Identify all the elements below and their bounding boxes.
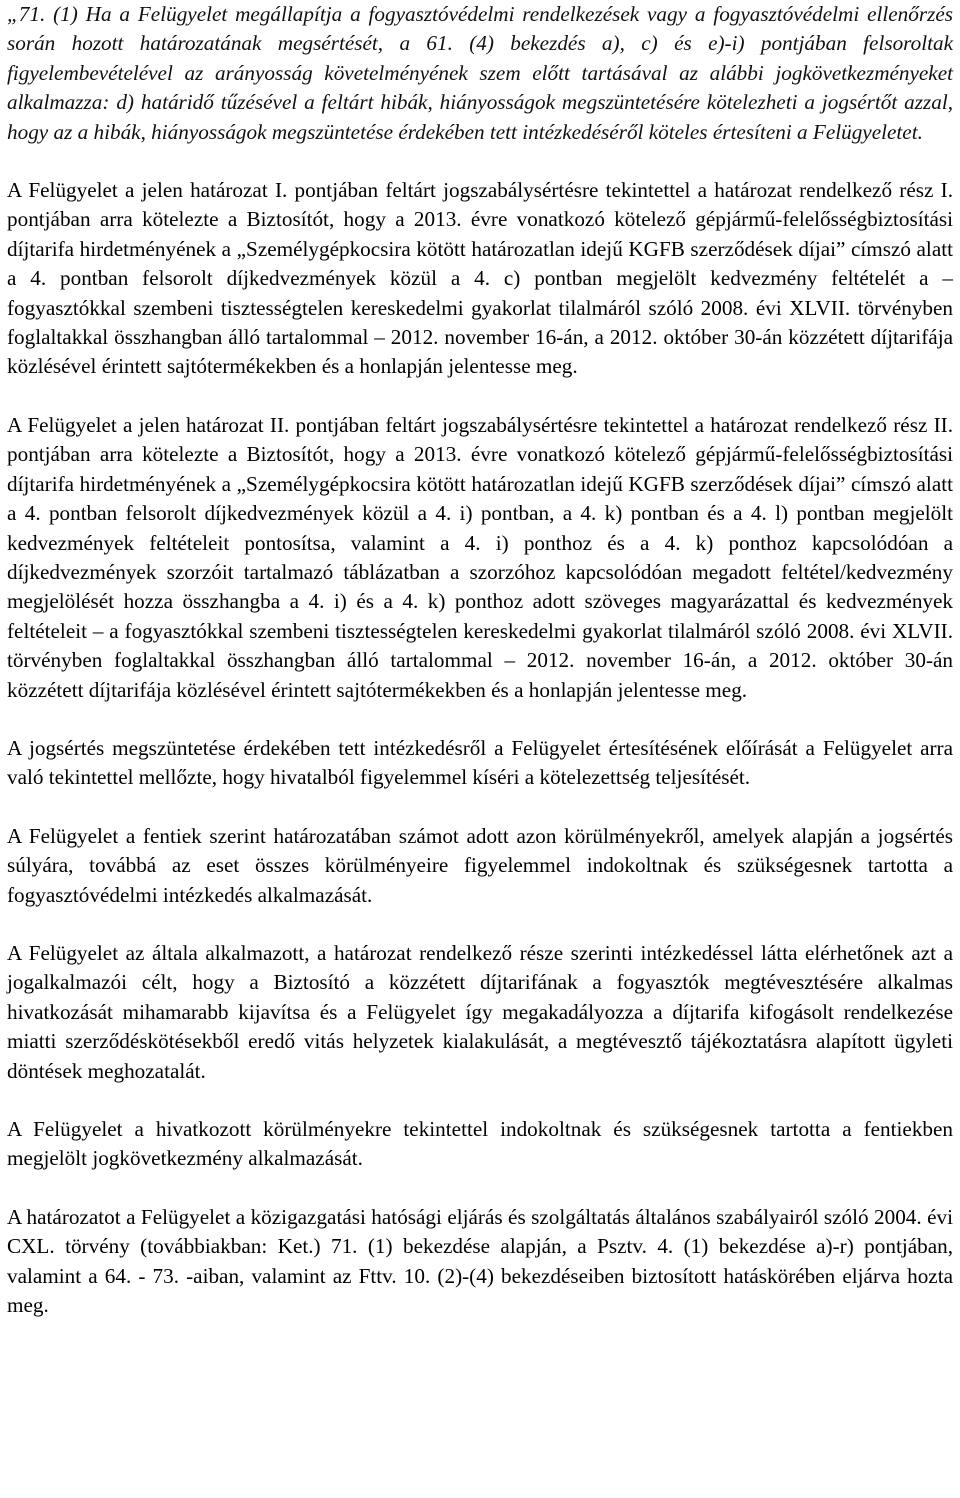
text-line: megakadályozza a díjtarifa kifogásolt rendelkezése miatti szerződéskötésekből eredő vitás: [7, 999, 953, 1054]
text-line: összhangban álló tartalommal – 2012. november 16-án, a 2012. október 30-án közzétett: [7, 648, 953, 702]
text-line: rendelkező rész I. pontjában arra kötelezte a Biztosítót, hogy a 2013. évre vonatkozó kötelező: [7, 178, 953, 232]
text-line: kereskedelmi gyakorlat tilalmáról szóló 2008. évi XLVII. törvényben foglaltakkal: [7, 618, 954, 673]
paragraph-gap: [7, 382, 953, 411]
text-line: szembeni tisztességtelen kereskedelmi gyakorlat tilalmáról szóló 2008. évi XLVII.: [133, 295, 851, 320]
text-line: Psztv. 4. (1) bekezdése a)-r) pontjában, valamint a 64. - 73. -aiban, valamint az Fttv. 10.: [7, 1234, 954, 1288]
quoted-paragraph: [7, 0, 953, 147]
text-line: „71. (1) Ha a Felügyelet megállapítja a fogyasztóvédelmi rendelkezések vagy a: [7, 2, 706, 26]
text-line: fentiekben megjelölt jogkövetkezmény alkalmazását.: [7, 1117, 954, 1171]
paragraph-gap: [7, 705, 953, 734]
text-line: gépjármű-felelősségbiztosítási díjtarifa hirdetményének a „Személygépkocsira kötött: [7, 207, 954, 261]
text-line: értesíteni a Felügyeletet.: [712, 119, 923, 144]
text-line: feltétel/kedvezmény megjelölését hozza összhangba a 4. i) és a 4. k) ponthoz adott szöveges: [7, 559, 953, 614]
text-line: A Felügyelet a jelen határozat I. pontjában feltárt jogszabálysértésre tekintettel a határozat: [7, 178, 792, 203]
paragraph: [7, 939, 953, 1086]
text-line: szükségesnek tartotta a fogyasztóvédelmi intézkedés alkalmazását.: [7, 853, 953, 907]
text-line: Felügyelet arra való tekintettel mellőzte, hogy hivatalból figyelemmel kíséri a kötelezettség: [7, 735, 954, 790]
text-line: A határozatot a Felügyelet a közigazgatási hatósági eljárás és szolgáltatás általános: [7, 1204, 711, 1229]
text-line: a díjkedvezmények szorzóit tartalmazó táblázatban a szorzóhoz kapcsolódóan megadott: [7, 530, 954, 584]
text-line: d) határidő tűzésével a feltárt hibák, hiányosságok megszüntetésére kötelezheti a jogsértőt: [116, 90, 898, 115]
paragraph: [7, 1115, 953, 1174]
text-line: (2)-(4) bekezdéseiben biztosított hatáskörében eljárva hozta meg.: [7, 1263, 954, 1318]
text-line: A Felügyelet az általa alkalmazott, a határozat rendelkező része szerinti intézkedéssel látta: [7, 940, 798, 965]
text-line: október 30-án közzétett díjtarifája közlésével érintett sajtótermékekben és a honlapján: [7, 325, 954, 379]
paragraph-gap: [7, 1174, 953, 1203]
text-line: magyarázattal és kedvezmények feltételeit – a fogyasztókkal szembeni tisztességtelen: [7, 589, 954, 643]
text-line: határozatlan idejű KGFB szerződések díjai” címszó alatt a 4. pontban felsorolt: [7, 471, 953, 526]
text-line: díjkedvezmények közül a 4. c) pontban megjelölt kedvezmény feltételét a – fogyasztókkal: [7, 266, 953, 320]
text-line: alapján a jogsértés súlyára, továbbá az eset összes körülményeire figyelemmel indokoltnak és: [7, 823, 953, 878]
paragraph-gap: [7, 147, 953, 176]
text-line: fogyasztóvédelmi ellenőrzés során hozott határozatának megsértését, a 61. (4) bekezdés a),: [7, 2, 953, 56]
paragraph: [7, 176, 953, 382]
paragraph: [7, 734, 953, 793]
paragraph-gap: [7, 910, 953, 939]
text-line: rendelkező rész II. pontjában arra kötelezte a Biztosítót, hogy a 2013. évre vonatkozó: [7, 412, 953, 467]
text-line: A Felügyelet a hivatkozott körülményekre tekintettel indokoltnak és szükségesnek tartotta a: [7, 1117, 852, 1141]
paragraph-gap: [7, 1086, 953, 1115]
text-line: azzal, hogy az a hibák, hiányosságok megszüntetése érdekében tett intézkedéséről köteles: [7, 90, 954, 144]
text-line: jelentesse meg.: [448, 354, 578, 379]
paragraph: [7, 822, 953, 910]
text-line: kötelező gépjármű-felelősségbiztosítási díjtarifa hirdetményének a „Személygépkocsira kötött: [7, 442, 954, 496]
paragraph: [7, 411, 953, 705]
text-line: törvényben foglaltakkal összhangban álló tartalommal – 2012. november 16-án, a 2012.: [7, 295, 954, 350]
paragraph-gap: [7, 793, 953, 822]
text-line: A Felügyelet a fentiek szerint határozatában számot adott azon körülményekről, amelyek: [7, 823, 785, 848]
text-line: megtévesztésére alkalmas hivatkozását mihamarabb kijavítsa és a Felügyelet így: [7, 970, 954, 1024]
text-line: A jogsértés megszüntetése érdekében tett intézkedésről a Felügyelet értesítésének előírását a: [7, 735, 815, 760]
text-line: kedvezmények feltételeit pontosítsa, valamint a 4. i) ponthoz és a 4. k) ponthoz kapcsolódóan: [7, 530, 929, 555]
text-line: határozatlan idejű KGFB szerződések díjai” címszó alatt a 4. pontban felsorolt: [7, 236, 953, 291]
text-line: díjkedvezmények közül a 4. i) pontban, a 4. k) pontban és a 4. l) pontban megjelölt: [204, 501, 953, 526]
text-line: elérhetőnek azt a jogalkalmazói célt, hogy a Biztosító a közzétett díjtarifának a fogyasztók: [7, 940, 953, 995]
text-line: c) és e)-i) pontjában felsoroltak figyelembevételével az arányosság követelményének szem: [7, 31, 954, 85]
document-page: [7, 0, 953, 1320]
paragraph: [7, 1203, 953, 1321]
text-line: szabályairól szóló 2004. évi CXL. törvény (továbbiakban: Ket.) 71. (1) bekezdése alapján, a: [7, 1204, 954, 1259]
text-line: előtt tartásával az alábbi jogkövetkezményeket alkalmazza:: [7, 60, 954, 115]
text-line: A Felügyelet a jelen határozat II. pontjában feltárt jogszabálysértésre tekintettel a határozat: [7, 412, 788, 437]
text-line: helyzetek kialakulását, a megtévesztő tájékoztatásra alapított ügyleti döntések meghozatalát.: [7, 1029, 953, 1083]
text-line: teljesítését.: [655, 765, 751, 790]
text-line: díjtarifája közlésével érintett sajtótermékekben és a honlapján jelentesse meg.: [88, 677, 748, 702]
